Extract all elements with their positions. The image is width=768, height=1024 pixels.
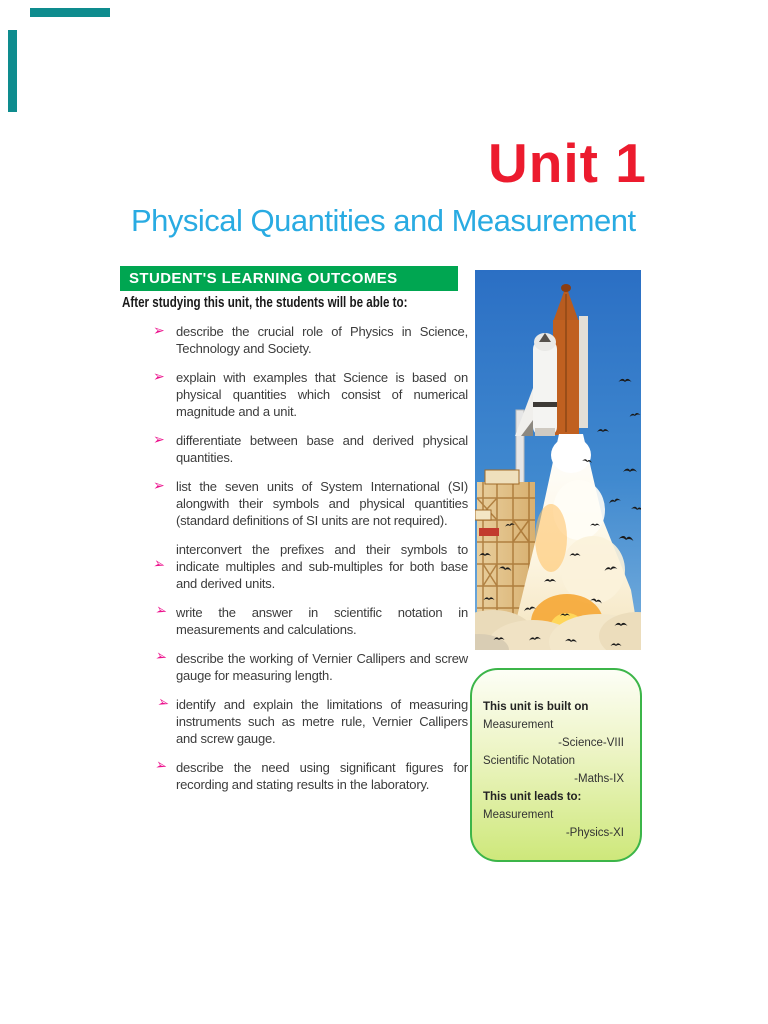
corner-mark-horizontal xyxy=(30,8,110,17)
list-item xyxy=(153,369,468,420)
outcomes-list xyxy=(153,323,468,805)
list-item-text: identify and explain the limitations of measuring instruments such as metre rule, Vernier Callipers and screw gauge. xyxy=(176,697,468,746)
unit-links-box xyxy=(470,668,642,862)
space-shuttle-launch-photo xyxy=(475,270,641,650)
list-item-text: interconvert the prefixes and their symbols to indicate multiples and sub-multiples for both base and derived units. xyxy=(176,542,468,591)
arrow-bullet-icon: ➢ xyxy=(153,323,165,339)
arrow-bullet-icon: ➢ xyxy=(153,432,165,448)
built-on-topic: Scientific Notation xyxy=(483,755,576,767)
list-item-text: describe the crucial role of Physics in Science, Technology and Society. xyxy=(176,324,468,356)
list-item xyxy=(153,478,468,529)
list-item xyxy=(153,756,468,793)
built-on-source: -Maths-IX xyxy=(574,773,624,785)
arrow-bullet-icon: ➢ xyxy=(153,601,169,621)
shuttle-launch-photo xyxy=(475,270,641,650)
arrow-bullet-icon: ➢ xyxy=(153,369,165,385)
list-item xyxy=(153,541,468,592)
built-on-source: -Science-VIII xyxy=(558,737,624,749)
outcomes-intro: After studying this unit, the students will be able to: xyxy=(122,295,408,311)
leads-to-source: -Physics-XI xyxy=(565,827,624,839)
list-item-text: describe the need using significant figures for recording and stating results in the laboratory. xyxy=(176,760,468,792)
list-item-text: differentiate between base and derived physical quantities. xyxy=(176,433,468,465)
unit-label: Unit 1 xyxy=(488,132,647,194)
list-item-text: write the answer in scientific notation in measurements and calculations. xyxy=(176,605,468,637)
list-item xyxy=(153,323,468,357)
page-title: Physical Quantities and Measurement xyxy=(131,203,636,238)
leads-to-label: This unit leads to: xyxy=(483,791,582,803)
list-item xyxy=(153,693,468,747)
arrow-bullet-icon: ➢ xyxy=(155,693,171,713)
arrow-bullet-icon: ➢ xyxy=(153,647,169,667)
outcomes-banner-label: STUDENT'S LEARNING OUTCOMES xyxy=(129,270,398,287)
arrow-bullet-icon: ➢ xyxy=(151,555,167,574)
list-item-text: describe the working of Vernier Callipers and screw gauge for measuring length. xyxy=(176,651,468,683)
built-on-label: This unit is built on xyxy=(483,701,589,713)
corner-mark-vertical xyxy=(8,30,17,112)
list-item-text: list the seven units of System International (SI) alongwith their symbols and physical quantities (standard definitions of SI units are not required). xyxy=(176,479,468,528)
built-on-topic: Measurement xyxy=(483,719,554,731)
list-item xyxy=(153,601,468,638)
list-item xyxy=(153,647,468,684)
arrow-bullet-icon: ➢ xyxy=(153,756,169,776)
arrow-bullet-icon: ➢ xyxy=(153,478,165,494)
outcomes-banner xyxy=(120,266,458,291)
list-item-text: explain with examples that Science is based on physical quantities which consist of numerical magnitude and a unit. xyxy=(176,370,468,419)
leads-to-topic: Measurement xyxy=(483,809,554,821)
list-item xyxy=(153,432,468,466)
